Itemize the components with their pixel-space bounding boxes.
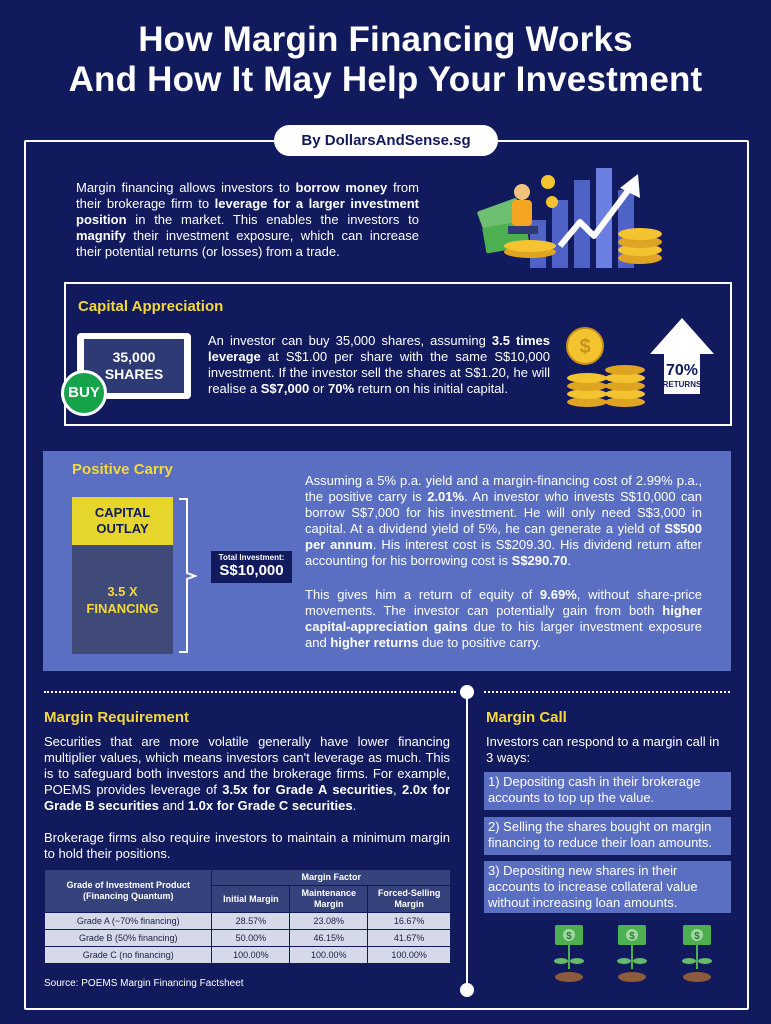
svg-text:$: $ [694,931,700,942]
cell-initial: 100.00% [212,947,290,964]
dotted-divider-left [44,691,456,693]
bracket-icon [177,497,197,654]
margin-call-intro: Investors can respond to a margin call in 3 ways: [486,734,720,765]
margin-requirement-paragraph-1: Securities that are more volatile generally have lower financing multiplier values, which means investors can't leverage as much. This is to safeguard both investors and the brokerage firms. For example, POEMS provides leverage of 3.5x for Grade A securities, 2.0x for Grade B securities and 1.0x for Grade C securities. [44,734,451,813]
money-plant-icon [614,923,650,985]
margin-call-option-1: 1) Depositing cash in their brokerage accounts to top up the value. [484,772,731,810]
cell-maintenance: 23.08% [290,913,368,930]
capital-appreciation-text: An investor can buy 35,000 shares, assuming 3.5 times leverage at S$1.00 per share with the same S$10,000 investment. If the investor sell the shares at S$1.20, he will realise a S$7,000 or 70% return on his initial capital. [208,333,550,396]
page-title [0,20,771,100]
total-investment-value: S$10,000 [219,562,284,579]
byline-badge: By DollarsAndSense.sg [274,125,498,156]
positive-carry-title: Positive Carry [72,461,173,478]
total-investment-label: Total Investment: [218,553,285,562]
margin-call-option-3: 3) Depositing new shares in their accounts to increase collateral value without increasing loan amounts. [484,861,731,913]
col-header-forced: Forced-Selling Margin [368,886,451,913]
money-plant-icon [551,923,587,985]
col-header-margin-factor: Margin Factor [212,870,451,886]
money-plant-icon [679,923,715,985]
svg-text:$: $ [579,336,591,358]
svg-text:$: $ [566,931,572,942]
col-header-grade: Grade of Investment Product (Financing Quantum) [45,870,212,913]
divider-dot-bottom [460,983,474,997]
source-note: Source: POEMS Margin Financing Factsheet [44,978,244,989]
svg-text:$: $ [629,931,635,942]
returns-label [656,362,708,389]
total-investment-box [211,551,292,583]
intro-paragraph: Margin financing allows investors to borrow money from their brokerage firm to leverage for a larger investment position in the market. This enables the investors to magnify their investment exposure, which can increase their potential returns (or losses) from a trade. [76,180,419,259]
margin-factor-table [44,869,451,964]
buy-badge: BUY [61,370,107,416]
dotted-divider-right [484,691,730,693]
table-row [45,913,451,930]
vertical-divider [466,697,468,987]
divider-dot-top [460,685,474,699]
col-header-maintenance: Maintenance Margin [290,886,368,913]
cell-maintenance: 100.00% [290,947,368,964]
cell-grade: Grade C (no financing) [45,947,212,964]
title-line-1: How Margin Financing Works [138,20,633,59]
investor-growth-chart-icon [470,160,670,272]
title-line-2: And How It May Help Your Investment [68,60,703,99]
returns-percent: 70% [665,362,699,379]
margin-call-title: Margin Call [486,709,567,726]
margin-requirement-paragraph-2: Brokerage firms also require investors to maintain a minimum margin to hold their positions. [44,830,450,861]
capital-outlay-block: CAPITAL OUTLAY [72,497,173,545]
cell-forced: 16.67% [368,913,451,930]
financing-block: 3.5 X FINANCING [72,545,173,654]
cell-initial: 50.00% [212,930,290,947]
cell-forced: 41.67% [368,930,451,947]
positive-carry-paragraph-1: Assuming a 5% p.a. yield and a margin-financing cost of 2.99% p.a., the positive carry is 2.01%. An investor who invests S$10,000 can borrow S$7,000 for his investment. He will only need S$3,000 in capital. At a dividend yield of 5%, he can generate a yield of S$500 per annum. His interest cost is S$209.30. His dividend return after accounting for his borrowing cost is S$290.70. [305,473,703,568]
table-row [45,947,451,964]
positive-carry-paragraph-2: This gives him a return of equity of 9.69%, without share-price movements. The investor can potentially gain from both higher capital-appreciation gains due to his larger investment exposure and higher returns due to positive carry. [305,587,703,650]
shares-label: SHARES [104,366,164,382]
table-row [45,930,451,947]
returns-caption: RETURNS [662,380,702,389]
cell-maintenance: 46.15% [290,930,368,947]
cell-initial: 28.57% [212,913,290,930]
coin-stack-icon [565,326,649,408]
shares-count: 35,000 [112,349,156,365]
capital-appreciation-title: Capital Appreciation [78,298,224,315]
margin-call-option-2: 2) Selling the shares bought on margin financing to reduce their loan amounts. [484,817,731,855]
cell-forced: 100.00% [368,947,451,964]
cell-grade: Grade B (50% financing) [45,930,212,947]
cell-grade: Grade A (~70% financing) [45,913,212,930]
col-header-initial: Initial Margin [212,886,290,913]
margin-requirement-title: Margin Requirement [44,709,190,726]
